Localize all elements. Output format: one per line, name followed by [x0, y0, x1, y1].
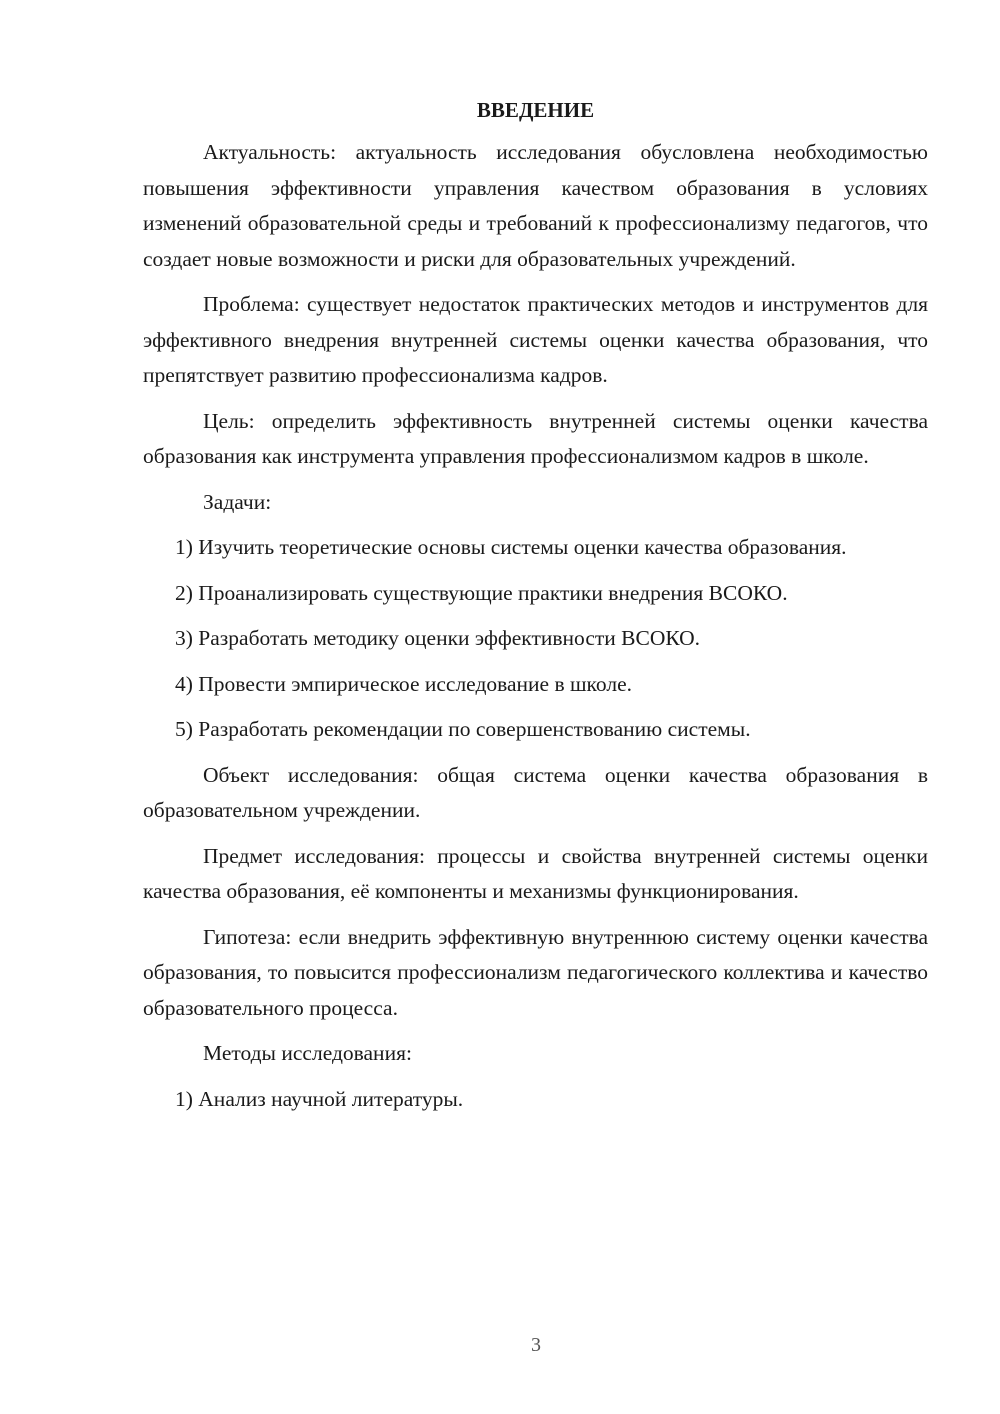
list-item-task-2: 2) Проанализировать существующие практики внедрения ВСОКО. — [175, 580, 788, 605]
paragraph-tasks-heading: Задачи: — [203, 489, 272, 514]
list-item-task-5: 5) Разработать рекомендации по совершенствованию системы. — [175, 717, 751, 741]
paragraph-problem: Проблема: существует недостаток практических методов и инструментов для эффективного внедрения внутренней системы оценки качества образования, что препятствует развитию профессионализма кадров. — [143, 292, 928, 387]
page-number: 3 — [531, 1334, 541, 1356]
paragraph-methods-heading: Методы исследования: — [203, 1041, 412, 1065]
list-item-task-3: 3) Разработать методику оценки эффективности ВСОКО. — [175, 626, 701, 650]
paragraph-relevance: Актуальность: актуальность исследования обусловлена необходимостью повышения эффективности управления качеством образования в условиях изменений образовательной среды и требований к профессионализму педагогов, что создает новые возможности и риски для образовательных учреждений. — [143, 140, 928, 271]
paragraph-goal: Цель: определить эффективность внутренней системы оценки качества образования как инструмента управления профессионализмом кадров в школе. — [143, 408, 928, 468]
document-page — [143, 95, 928, 1117]
paragraph-object: Объект исследования: общая система оценки качества образования в образовательном учреждении. — [143, 762, 928, 822]
list-item-method-1: 1) Анализ научной литературы. — [175, 1086, 464, 1111]
list-item-task-4: 4) Провести эмпирическое исследование в школе. — [175, 671, 633, 696]
paragraph-hypothesis: Гипотеза: если внедрить эффективную внутреннюю систему оценки качества образования, то повысится профессионализм педагогического коллектива и качество образовательного процесса. — [143, 924, 928, 1020]
section-title: ВВЕДЕНИЕ — [476, 98, 595, 122]
paragraph-subject: Предмет исследования: процессы и свойства внутренней системы оценки качества образования, её компоненты и механизмы функционирования. — [143, 843, 928, 903]
list-item-task-1: 1) Изучить теоретические основы системы оценки качества образования. — [175, 535, 847, 559]
